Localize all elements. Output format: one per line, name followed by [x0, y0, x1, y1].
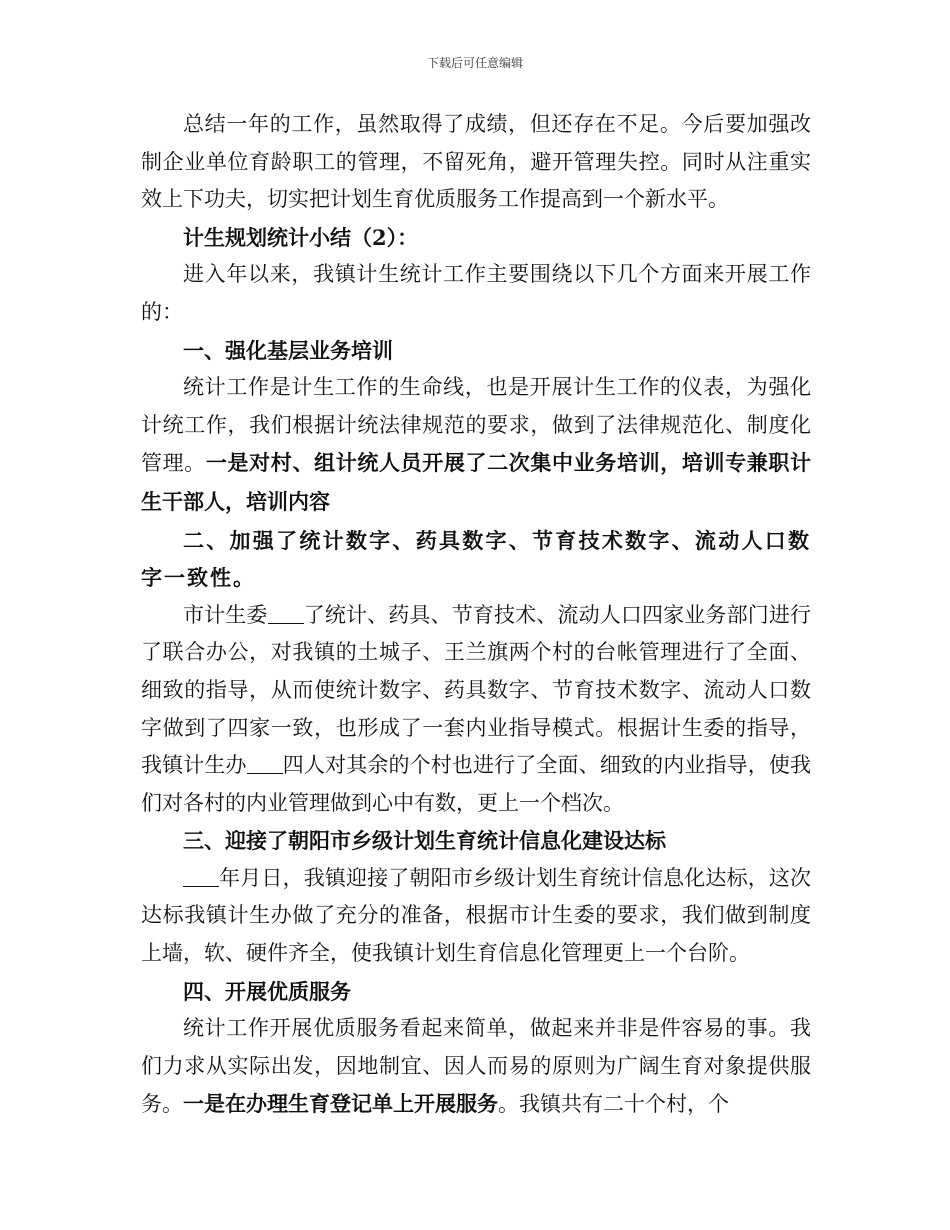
section-heading: 三、迎接了朝阳市乡级计划生育统计信息化建设达标 [183, 828, 666, 854]
document-body [141, 106, 811, 1124]
paragraph: 总结一年的工作，虽然取得了成绩，但还存在不足。今后要加强改制企业单位育龄职工的管理，不留死角，避开管理失控。同时从注重实效上下功夫，切实把计划生育优质服务工作提高到一个新水平。 [141, 112, 811, 212]
blank-line [268, 605, 304, 624]
paragraph [141, 369, 811, 521]
paragraph [141, 597, 811, 823]
section-title: 计生规划统计小结（2）： [183, 224, 419, 250]
paragraph: 进入年以来，我镇计生统计工作主要围绕以下几个方面来开展工作的： [141, 262, 811, 324]
page-header: 下载后可任意编辑 [426, 56, 523, 70]
section-heading: 二、加强了统计数字、药具数字、节育技术数字、流动人口数字一致性。 [141, 527, 811, 591]
blank-line [183, 868, 219, 887]
paragraph [141, 1010, 811, 1124]
paragraph-bold-text: 一是在办理生育登记单上开展服务 [183, 1091, 498, 1117]
paragraph-text: 年月日，我镇迎接了朝阳市乡级计划生育统计信息化达标，这次达标我镇计生办做了充分的准备，根据市计生委的要求，我们做到制度上墙，软、硬件齐全，使我镇计划生育信息化管理更上一个台阶。 [141, 865, 811, 966]
section-heading: 一、强化基层业务培训 [183, 337, 393, 363]
blank-line [247, 755, 283, 774]
paragraph-text: 。我镇共有二十个村，个 [498, 1092, 729, 1117]
paragraph-bold-text: 一是对村、组计统人员开展了二次集中业务培训，培训专兼职计生干部人，培训内容 [141, 450, 812, 514]
paragraph [141, 860, 811, 973]
paragraph-text: 市计生委 [183, 602, 268, 627]
paragraph-text: 四人对其余的个村也进行了全面、细致的内业指导，使我们对各村的内业管理做到心中有数，更上一个档次。 [141, 753, 812, 815]
paragraph-text: 统计工作是计生工作的生命线，也是开展计生工作的仪表，为强化计统工作，我们根据计统法律规范的要求，做到了法律规范化、制度化管理。 [141, 375, 811, 476]
paragraph-text: 了统计、药具、节育技术、流动人口四家业务部门进行了联合办公，对我镇的土城子、王兰旗两个村的台帐管理进行了全面、细致的指导，从而使统计数字、药具数字、节育技术数字、流动人口数字做到了四家一致，也形成了一套内业指导模式。根据计生委的指导，我镇计生办 [141, 602, 812, 778]
section-heading: 四、开展优质服务 [183, 978, 351, 1004]
paragraph-text: 统计工作开展优质服务看起来简单，做起来并非是件容易的事。我们力求从实际出发，因地制宜、因人而易的原则为广阔生育对象提供服务。 [141, 1016, 811, 1117]
